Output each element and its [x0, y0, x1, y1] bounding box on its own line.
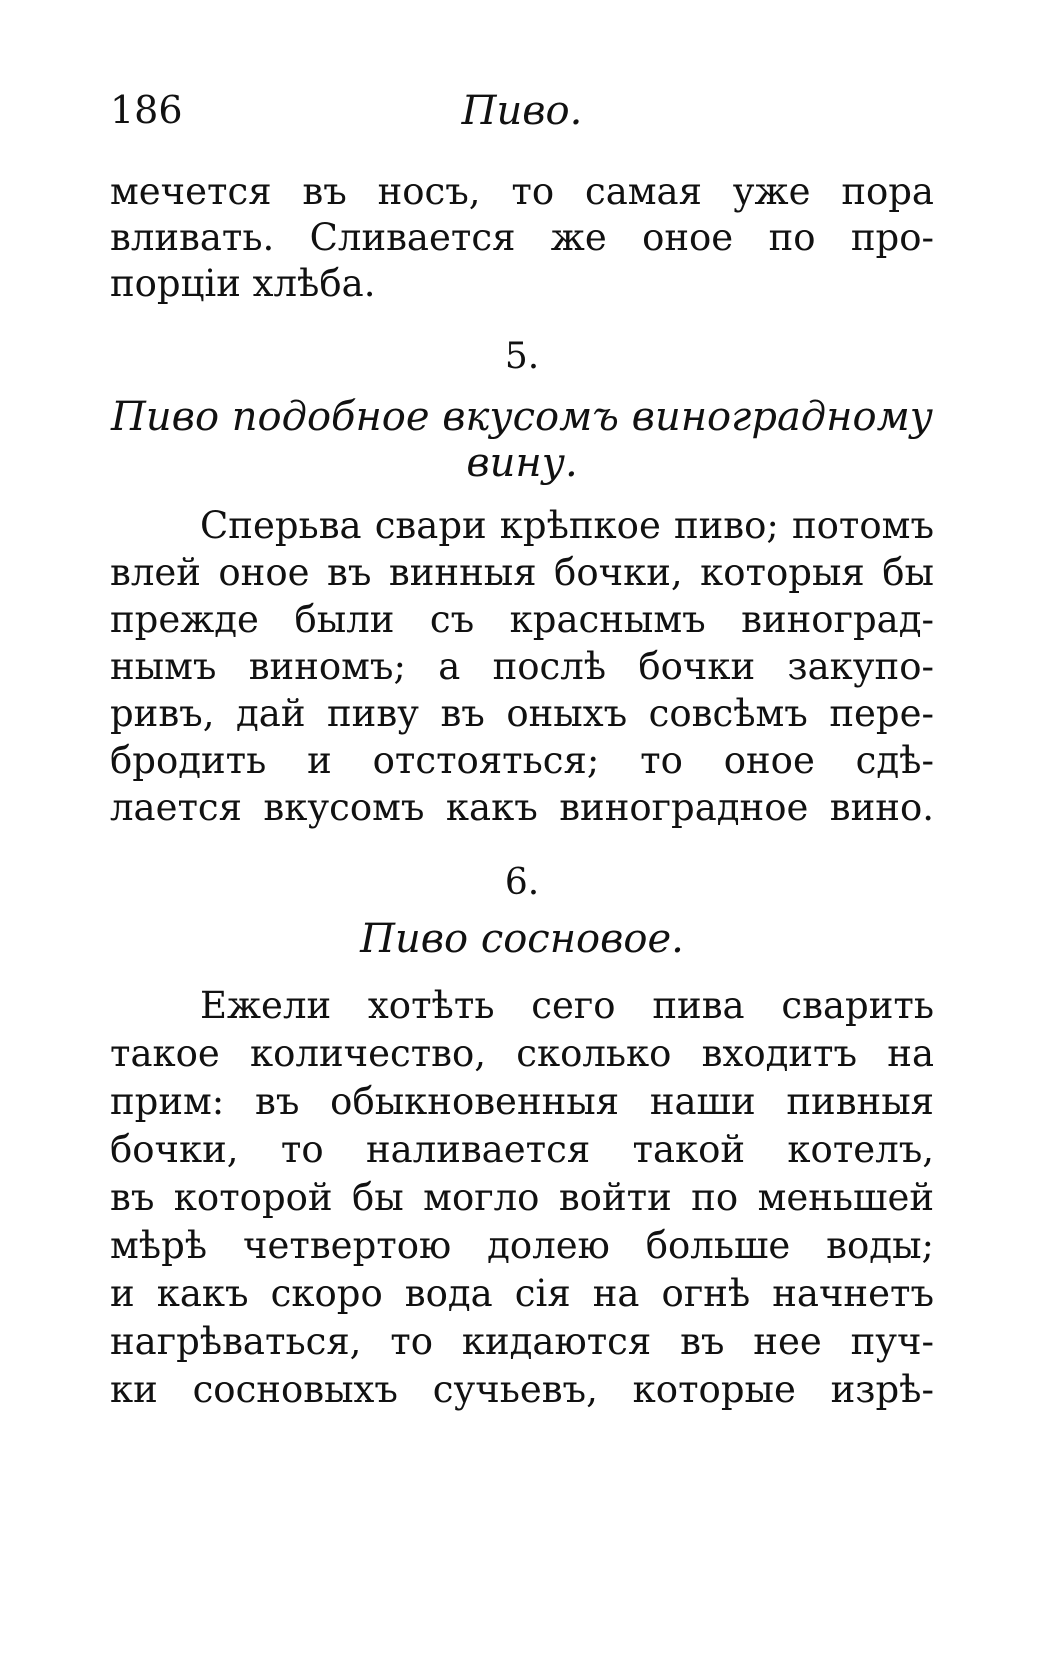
text-line: въ которой бы могло войти по меньшей [110, 1176, 934, 1219]
text-line: лается вкусомъ какъ виноградное вино. [110, 786, 934, 829]
text-line: нагрѣваться, то кидаются въ нее пуч- [110, 1320, 934, 1363]
running-head: Пиво. [461, 88, 583, 134]
text-line: вливать. Сливается же оное по про- [110, 216, 934, 259]
text-line: ки сосновыхъ сучьевъ, которые изрѣ- [110, 1368, 934, 1411]
text-line: ривъ, дай пиву въ оныхъ совсѣмъ пере- [110, 692, 934, 735]
text-line: мѣрѣ четвертою долею больше воды; [110, 1224, 934, 1267]
text-line: такое количество, сколько входитъ на [110, 1032, 934, 1075]
text-line: и какъ скоро вода сія на огнѣ начнетъ [110, 1272, 934, 1315]
text-line: порціи хлѣба. [110, 262, 376, 305]
text-line: прежде были съ краснымъ виноград- [110, 598, 934, 641]
section-number: 5. [504, 336, 540, 377]
page-header [110, 88, 934, 148]
section-title: Пиво сосновое. [360, 916, 684, 962]
text-line: Ежели хотѣть сего пива сварить [200, 984, 934, 1027]
text-line: влей оное въ винныя бочки, которыя бы [110, 551, 934, 594]
text-line: мечется въ носъ, то самая уже пора [110, 170, 934, 213]
text-line: нымъ виномъ; а послѣ бочки закупо- [110, 645, 934, 688]
section-title: Пиво подобное вкусомъ виноградному [111, 394, 933, 440]
text-line: Сперьва свари крѣпкое пиво; потомъ [200, 504, 934, 547]
text-line: прим: въ обыкновенныя наши пивныя [110, 1080, 934, 1123]
text-line: бродить и отстояться; то оное сдѣ- [110, 739, 934, 782]
section-number: 6. [504, 862, 540, 903]
section-title: вину. [466, 440, 578, 486]
text-line: бочки, то наливается такой котелъ, [110, 1128, 934, 1171]
page-number: 186 [110, 88, 183, 132]
